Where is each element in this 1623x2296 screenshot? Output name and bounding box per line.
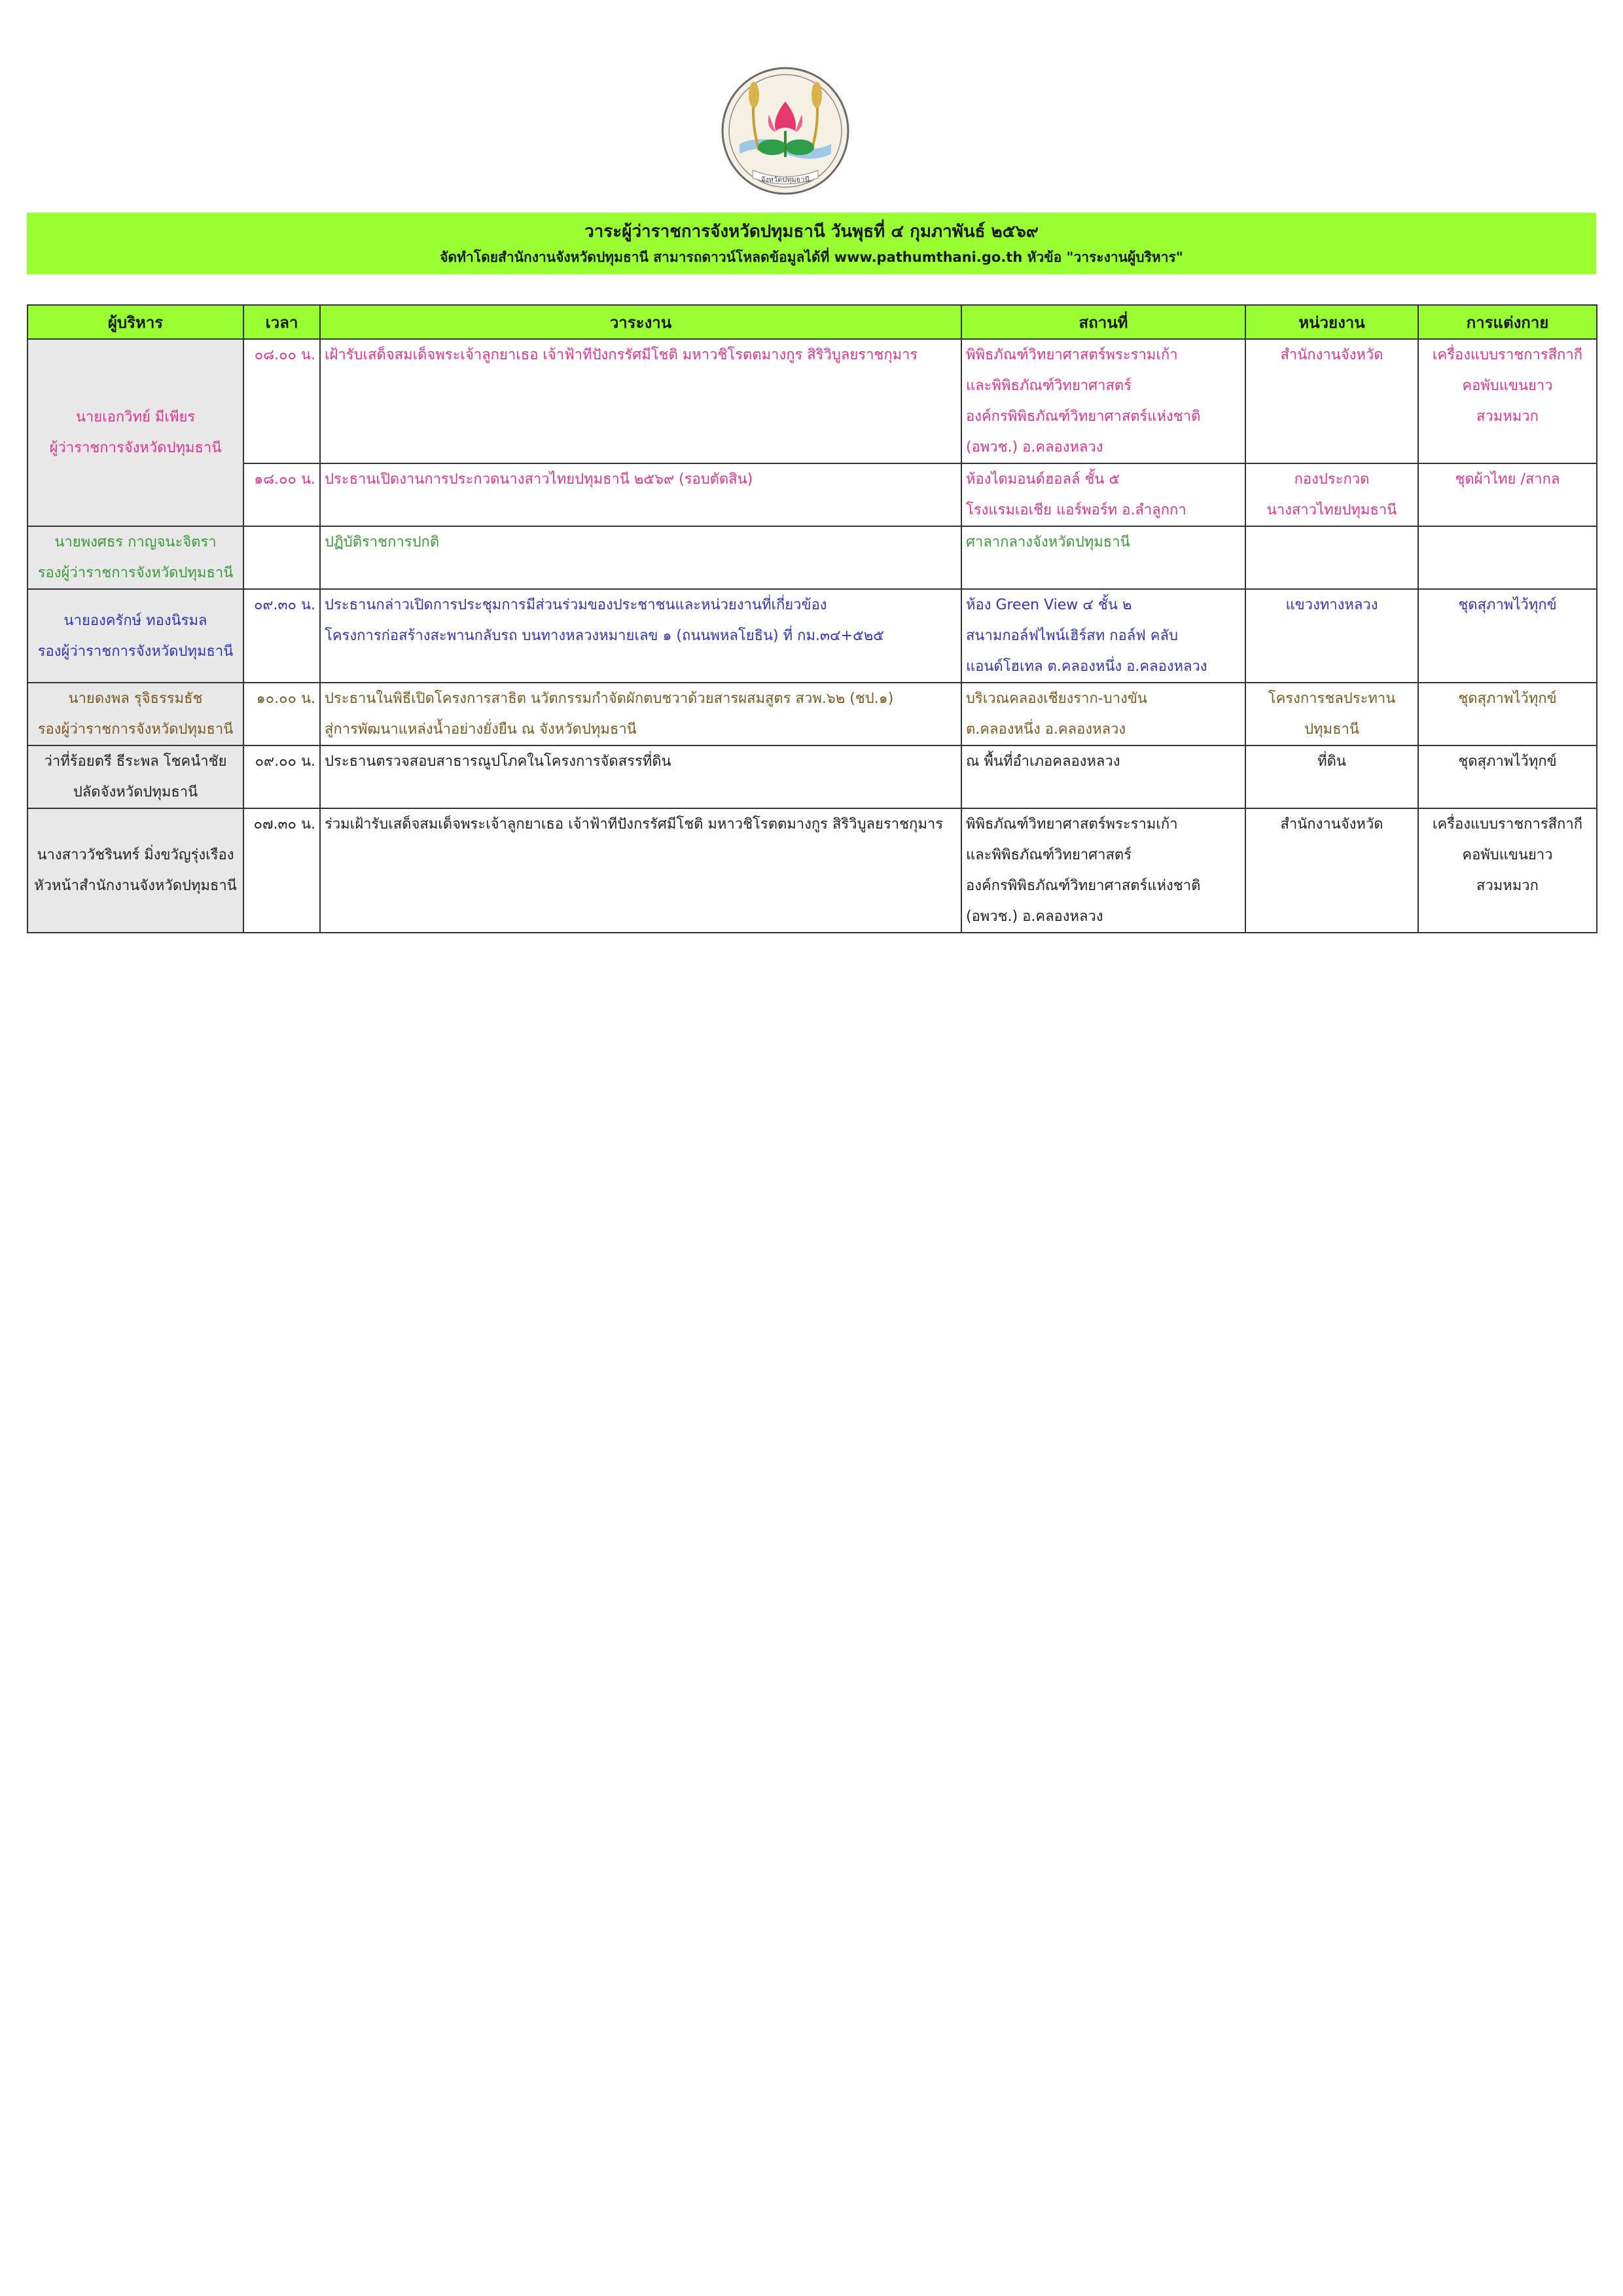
place-cell: ห้อง Green View ๔ ชั้น ๒ สนามกอล์ฟไพน์เฮิร์สท กอล์ฟ คลับ แอนด์โฮเทล ต.คลองหนึ่ง อ.คลองหลวง — [961, 589, 1245, 683]
dress-cell: ชุดสุภาพไว้ทุกข์ — [1418, 589, 1597, 683]
page-subtitle: จัดทำโดยสำนักงานจังหวัดปทุมธานี สามารถดาวน์โหลดข้อมูลได้ที่ www.pathumthani.go.th หัวข้อ "วาระงานผู้บริหาร" — [440, 249, 1183, 265]
table-row — [27, 683, 1597, 745]
agenda-cell: ประธานกล่าวเปิดการประชุมการมีส่วนร่วมของประชาชนและหน่วยงานที่เกี่ยวข้อง โครงการก่อสร้างสะพานกลับรถ บนทางหลวงหมายเลข ๑ (ถนนพหลโยธิน) ที่ กม.๓๔+๕๒๕ — [320, 589, 961, 683]
executive-cell: นายองครักษ์ ทองนิรมล รองผู้ว่าราชการจังหวัดปทุมธานี — [27, 589, 243, 683]
time-cell: ๐๙.๐๐ น. — [243, 745, 320, 808]
table-header-row — [27, 305, 1597, 339]
schedule-table — [27, 304, 1597, 933]
dress-cell: ชุดสุภาพไว้ทุกข์ — [1418, 745, 1597, 808]
table-row — [27, 339, 1597, 463]
place-cell: บริเวณคลองเชียงราก-บางขัน ต.คลองหนึ่ง อ.คลองหลวง — [961, 683, 1245, 745]
page-title: วาระผู้ว่าราชการจังหวัดปทุมธานี วันพุธที่ ๔ กุมภาพันธ์ ๒๕๖๙ — [584, 222, 1039, 242]
dress-cell: ชุดผ้าไทย /สากล — [1418, 463, 1597, 526]
time-cell: ๐๙.๓๐ น. — [243, 589, 320, 683]
seal-caption: จังหวัดปทุมธานี — [760, 175, 810, 184]
agency-cell: สำนักงานจังหวัด — [1245, 808, 1418, 933]
col-header-agenda: วาระงาน — [320, 305, 961, 339]
dress-cell: ชุดสุภาพไว้ทุกข์ — [1418, 683, 1597, 745]
agenda-cell: ร่วมเฝ้ารับเสด็จสมเด็จพระเจ้าลูกยาเธอ เจ้าฟ้าทีปังกรรัศมีโชติ มหาวชิโรตตมางกูร สิริวิบูลยราชกุมาร — [320, 808, 961, 933]
agency-cell — [1245, 526, 1418, 589]
place-cell: ศาลากลางจังหวัดปทุมธานี — [961, 526, 1245, 589]
agenda-cell: ประธานเปิดงานการประกวดนางสาวไทยปทุมธานี ๒๕๖๙ (รอบตัดสิน) — [320, 463, 961, 526]
executive-cell: ว่าที่ร้อยตรี ธีระพล โชคนำชัย ปลัดจังหวัดปทุมธานี — [27, 745, 243, 808]
executive-cell: นายเอกวิทย์ มีเพียร ผู้ว่าราชการจังหวัดปทุมธานี — [27, 339, 243, 526]
place-cell: พิพิธภัณฑ์วิทยาศาสตร์พระรามเก้า และพิพิธภัณฑ์วิทยาศาสตร์ องค์กรพิพิธภัณฑ์วิทยาศาสตร์แห่งชาติ (อพวช.) อ.คลองหลวง — [961, 339, 1245, 463]
table-row — [27, 589, 1597, 683]
executive-cell: นางสาววัชรินทร์ มิ่งขวัญรุ่งเรือง หัวหน้าสำนักงานจังหวัดปทุมธานี — [27, 808, 243, 933]
agency-cell: แขวงทางหลวง — [1245, 589, 1418, 683]
place-cell: ณ พื้นที่อำเภอคลองหลวง — [961, 745, 1245, 808]
agenda-cell: ปฏิบัติราชการปกติ — [320, 526, 961, 589]
col-header-agency: หน่วยงาน — [1245, 305, 1418, 339]
col-header-place: สถานที่ — [961, 305, 1245, 339]
time-cell: ๐๗.๓๐ น. — [243, 808, 320, 933]
col-header-dress: การแต่งกาย — [1418, 305, 1597, 339]
col-header-executive: ผู้บริหาร — [27, 305, 243, 339]
agenda-cell: ประธานตรวจสอบสาธารณูปโภคในโครงการจัดสรรที่ดิน — [320, 745, 961, 808]
place-cell: ห้องไดมอนด์ฮอลล์ ชั้น ๕ โรงแรมเอเชีย แอร์พอร์ท อ.ลำลูกกา — [961, 463, 1245, 526]
dress-cell — [1418, 526, 1597, 589]
table-row — [27, 463, 1597, 526]
table-row — [27, 745, 1597, 808]
agency-cell: โครงการชลประทาน ปทุมธานี — [1245, 683, 1418, 745]
time-cell: ๑๐.๐๐ น. — [243, 683, 320, 745]
time-cell: ๐๘.๐๐ น. — [243, 339, 320, 463]
executive-cell: นายดงพล รุจิธรรมธัช รองผู้ว่าราชการจังหวัดปทุมธานี — [27, 683, 243, 745]
place-cell: พิพิธภัณฑ์วิทยาศาสตร์พระรามเก้า และพิพิธภัณฑ์วิทยาศาสตร์ องค์กรพิพิธภัณฑ์วิทยาศาสตร์แห่งชาติ (อพวช.) อ.คลองหลวง — [961, 808, 1245, 933]
dress-cell: เครื่องแบบราชการสีกากี คอพับแขนยาว สวมหมวก — [1418, 808, 1597, 933]
time-cell — [243, 526, 320, 589]
agency-cell: ที่ดิน — [1245, 745, 1418, 808]
executive-cell: นายพงศธร กาญจนะจิตรา รองผู้ว่าราชการจังหวัดปทุมธานี — [27, 526, 243, 589]
table-row — [27, 808, 1597, 933]
agency-cell: กองประกวด นางสาวไทยปทุมธานี — [1245, 463, 1418, 526]
agency-cell: สำนักงานจังหวัด — [1245, 339, 1418, 463]
table-row — [27, 526, 1597, 589]
agenda-cell: ประธานในพิธีเปิดโครงการสาธิต นวัตกรรมกำจัดผักตบชวาด้วยสารผสมสูตร สวพ.๖๒ (ชป.๑) สู่การพัฒนาแหล่งน้ำอย่างยั่งยืน ณ จังหวัดปทุมธานี — [320, 683, 961, 745]
col-header-time: เวลา — [243, 305, 320, 339]
agenda-cell: เฝ้ารับเสด็จสมเด็จพระเจ้าลูกยาเธอ เจ้าฟ้าทีปังกรรัศมีโชติ มหาวชิโรตตมางกูร สิริวิบูลยราชกุมาร — [320, 339, 961, 463]
dress-cell: เครื่องแบบราชการสีกากี คอพับแขนยาว สวมหมวก — [1418, 339, 1597, 463]
title-banner — [27, 213, 1596, 274]
time-cell: ๑๘.๐๐ น. — [243, 463, 320, 526]
